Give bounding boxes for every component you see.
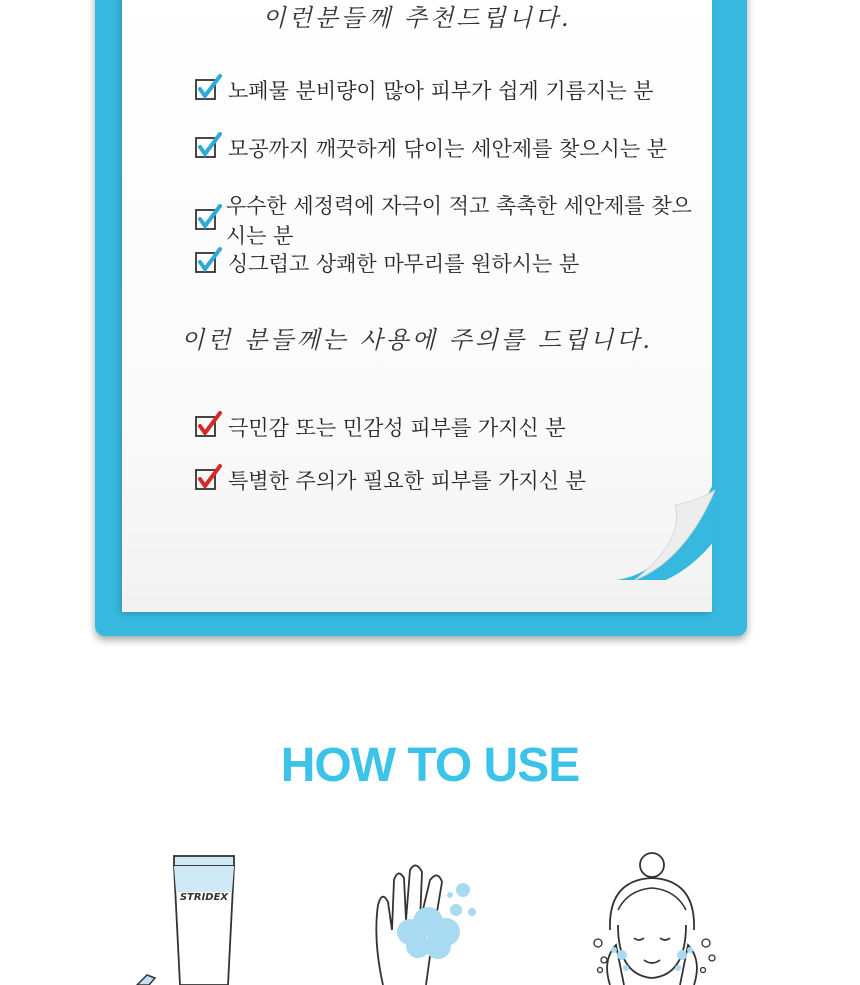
how-to-use-title: HOW TO USE: [280, 739, 580, 792]
caution-item: [195, 412, 566, 442]
blue-check-icon: [195, 78, 219, 102]
notepad-card: [95, 0, 747, 636]
recommend-item-text: 모공까지 깨끗하게 닦이는 세안제를 찾으시는 분: [228, 137, 668, 161]
blue-check-icon: [195, 208, 217, 232]
blue-check-icon: [195, 251, 219, 275]
recommend-item: [195, 75, 653, 105]
product-label: STRIDEX: [179, 892, 229, 903]
recommend-item-text: 노폐물 분비량이 많아 피부가 쉽게 기름지는 분: [228, 79, 654, 103]
red-check-icon: [195, 415, 219, 439]
face-wash-icon: [588, 850, 718, 985]
caution-item-text: 특별한 주의가 필요한 피부를 가지신 분: [228, 469, 586, 493]
red-check-icon: [195, 468, 219, 492]
caution-heading: 이런 분들께는 사용에 주의를 드립니다.: [180, 326, 654, 354]
recommend-heading: 이런분들께 추천드립니다.: [262, 4, 572, 32]
caution-item-text: 극민감 또는 민감성 피부를 가지신 분: [228, 416, 566, 440]
blue-check-icon: [195, 136, 219, 160]
page-curl: [615, 480, 715, 580]
recommend-item-text: 싱그럽고 상쾌한 마무리를 원하시는 분: [228, 252, 580, 276]
recommend-item: [195, 133, 667, 163]
tube-icon: [125, 852, 245, 985]
recommend-item: [195, 248, 579, 278]
foam-hand-icon: [368, 860, 483, 985]
recommend-item: [195, 190, 712, 250]
caution-item: [195, 465, 586, 495]
recommend-item-text: 우수한 세정력에 자극이 적고 촉촉한 세안제를 찾으시는 분: [225, 194, 692, 248]
